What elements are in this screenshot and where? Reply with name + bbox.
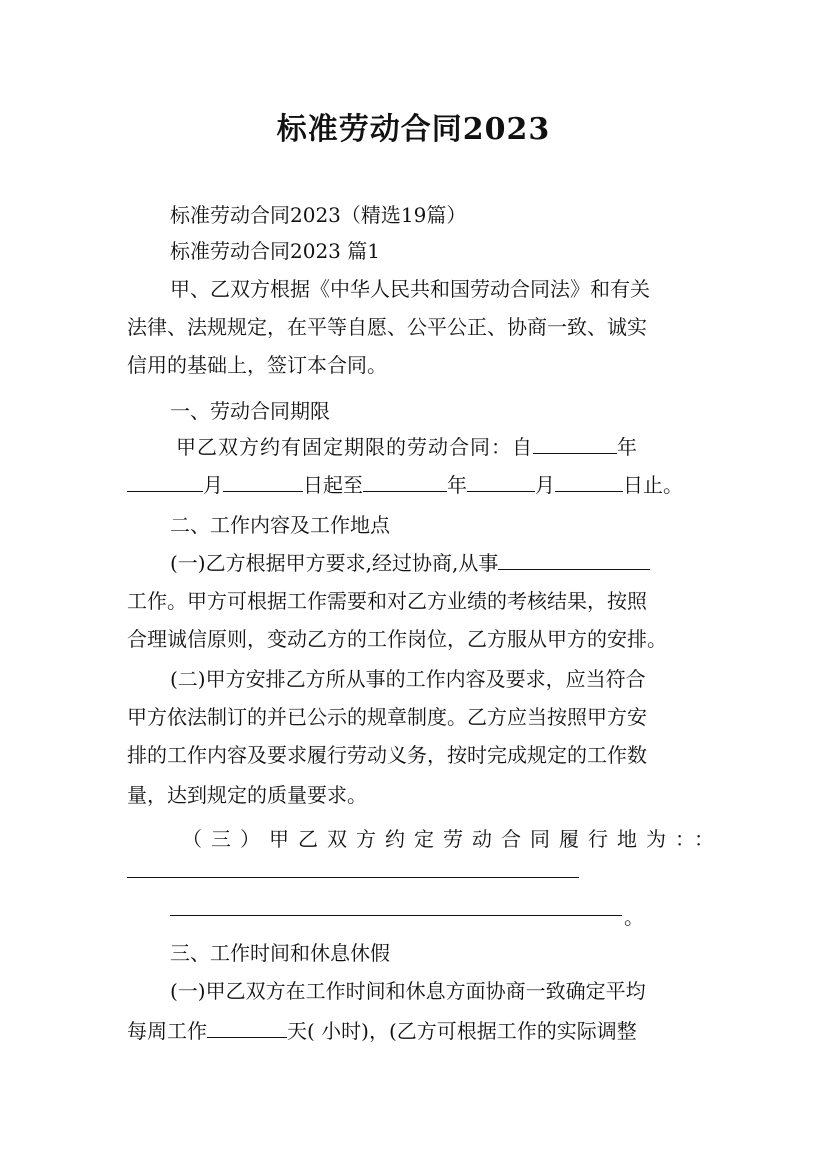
clause-heading: 一、劳动合同期限 [170, 399, 330, 423]
line-text: 月 [203, 473, 223, 497]
subtitle-line: 标准劳动合同2023（精选19篇） [170, 203, 467, 227]
fill-blank-rule [170, 915, 622, 916]
fill-blank [127, 469, 203, 492]
line-text: 年 [617, 435, 638, 459]
line-text: (一)乙方根据甲方要求,经过协商,从事 [170, 551, 499, 575]
line-text: 。 [624, 905, 644, 929]
line-text: 甲乙双方约有固定期限的劳动合同：自 [176, 435, 533, 459]
clause-heading: 二、工作内容及工作地点 [170, 513, 390, 537]
paragraph-line: 信用的基础上，签订本合同。 [127, 353, 387, 377]
line-text: 日起至 [303, 473, 363, 497]
clause-heading: 三、工作时间和休息休假 [170, 941, 390, 965]
paragraph-line: 法律、法规规定，在平等自愿、公平公正、协商一致、诚实 [127, 315, 647, 339]
fill-blank [555, 469, 623, 492]
fill-blank [467, 469, 535, 492]
paragraph-line: 合理诚信原则，变动乙方的工作岗位，乙方服从甲方的安排。 [127, 627, 667, 651]
line-text: 年 [447, 473, 467, 497]
paragraph-line: 甲、乙双方根据《中华人民共和国劳动合同法》和有关 [170, 277, 650, 301]
line-text: 月 [535, 473, 555, 497]
line-text: 每周工作 [127, 1019, 207, 1043]
section-heading: 标准劳动合同2023 篇1 [170, 239, 380, 263]
paragraph-line: （三）甲乙双方约定劳动合同履行地为：： [182, 827, 723, 851]
fill-blank-rule [127, 877, 579, 878]
paragraph-line: 甲方依法制订的并已公示的规章制度。乙方应当按照甲方安 [127, 705, 647, 729]
line-text: 天( 小时)，(乙方可根据工作的实际调整 [287, 1019, 637, 1043]
paragraph-line: (一)甲乙双方在工作时间和休息方面协商一致确定平均 [170, 979, 646, 1003]
paragraph-line [170, 544, 650, 582]
fill-blank [223, 469, 303, 492]
fill-blank [363, 469, 447, 492]
fill-blank [207, 1015, 287, 1038]
fill-blank [498, 547, 650, 570]
document-title: 标准劳动合同2023 [276, 112, 551, 147]
paragraph-line: 量，达到规定的质量要求。 [127, 783, 367, 807]
paragraph-line: 排的工作内容及要求履行劳动义务，按时完成规定的工作数 [127, 743, 647, 767]
paragraph-line: 工作。甲方可根据工作需要和对乙方业绩的考核结果，按照 [127, 589, 647, 613]
line-text: 日止。 [623, 473, 683, 497]
paragraph-line [127, 466, 683, 504]
paragraph-line: (二)甲方安排乙方所从事的工作内容及要求，应当符合 [170, 667, 646, 691]
paragraph-line [127, 1012, 637, 1050]
paragraph-line [176, 428, 638, 466]
fill-blank [533, 431, 617, 454]
